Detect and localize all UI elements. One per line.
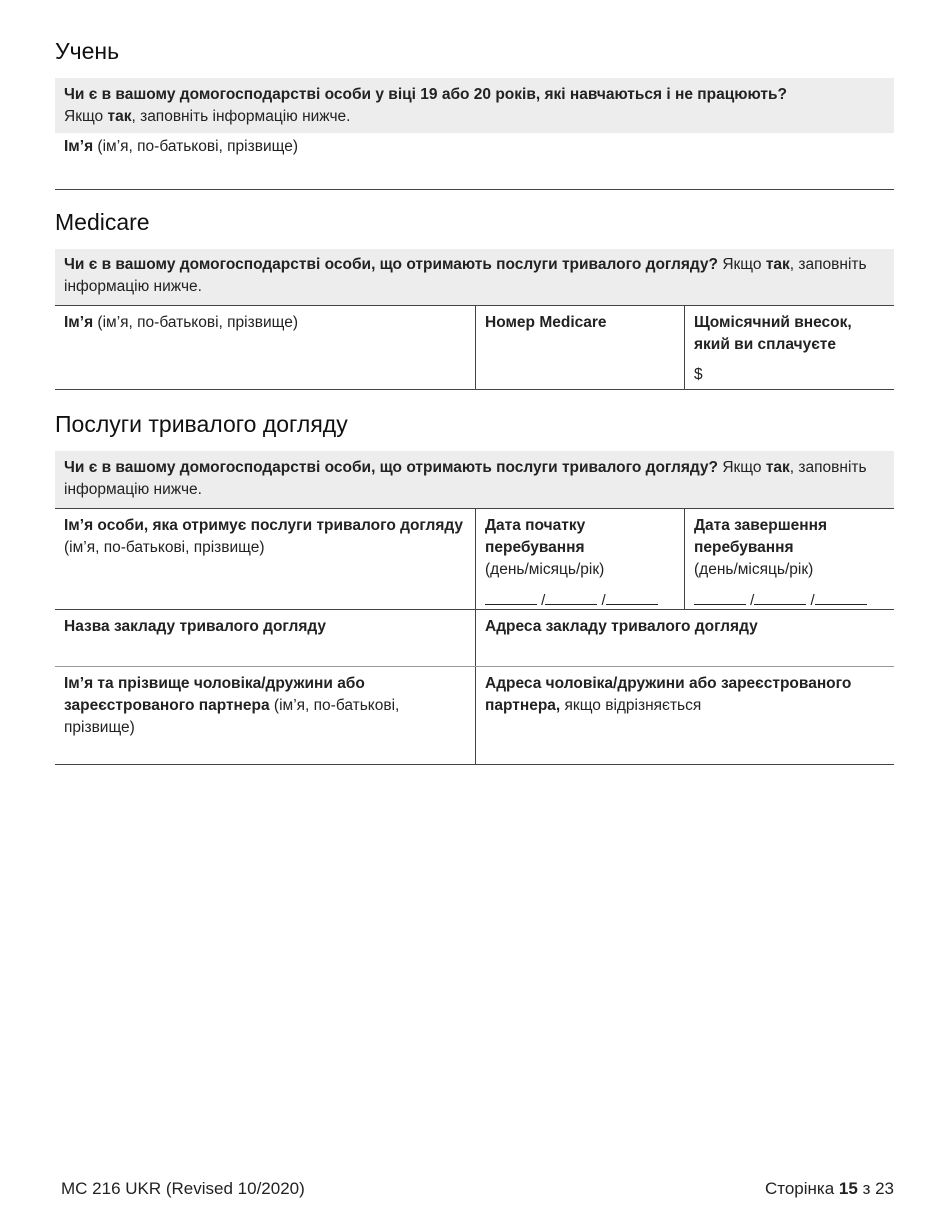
ltc-end-date-inputs[interactable]	[694, 590, 885, 612]
ltc-spouse-name-field[interactable]	[55, 667, 475, 764]
start-sep-2: /	[601, 592, 606, 609]
student-name-label: Ім’я	[64, 138, 94, 155]
ltc-person-hint: (ім’я, по-батькові, прізвище)	[64, 539, 265, 556]
medicare-row	[55, 305, 894, 390]
student-name-row	[55, 133, 894, 190]
ltc-question: Чи є в вашому домогосподарстві особи, що отримають послуги тривалого догляду?	[64, 459, 719, 476]
ltc-start-label: Дата початку перебування	[485, 517, 586, 556]
ltc-spouse-label: Ім’я та прізвище чоловіка/дружини або зареєстрованого партнера	[64, 675, 365, 714]
student-name-field[interactable]	[55, 133, 894, 189]
student-instruction-pre: Якщо	[64, 108, 108, 125]
medicare-premium-field[interactable]	[684, 306, 894, 389]
student-instruction-yes: так	[107, 108, 132, 125]
ltc-spouse-hint: (ім’я, по-батькові, прізвище)	[64, 697, 400, 736]
ltc-end-format: (день/місяць/рік)	[694, 561, 814, 578]
ltc-facility-address-field[interactable]	[475, 610, 894, 666]
page-number	[765, 1179, 894, 1199]
end-sep-2: /	[810, 592, 815, 609]
ltc-start-date-field[interactable]	[475, 509, 684, 609]
ltc-instruction-yes: так	[765, 459, 790, 476]
medicare-name-field[interactable]	[55, 306, 475, 389]
ltc-facility-name-label: Назва закладу тривалого догляду	[64, 618, 327, 635]
ltc-person-name-field[interactable]	[55, 509, 475, 609]
ltc-instruction-post: , заповніть інформацію нижче.	[64, 459, 867, 498]
student-heading: Учень	[55, 38, 120, 64]
end-day-blank[interactable]	[694, 593, 746, 605]
medicare-premium-label: Щомісячний внесок, який ви сплачуєте	[694, 314, 852, 353]
start-day-blank[interactable]	[485, 593, 537, 605]
ltc-end-date-field[interactable]	[684, 509, 894, 609]
ltc-spouse-row	[55, 667, 894, 765]
ltc-person-row	[55, 508, 894, 610]
end-month-blank[interactable]	[754, 593, 806, 605]
ltc-facility-name-field[interactable]	[55, 610, 475, 666]
start-sep-1: /	[541, 592, 546, 609]
medicare-number-label: Номер Medicare	[485, 314, 607, 331]
student-name-hint: (ім’я, по-батькові, прізвище)	[93, 138, 298, 155]
medicare-instruction-yes: так	[765, 256, 790, 273]
student-instruction-post: , заповніть інформацію нижче.	[131, 108, 351, 125]
end-sep-1: /	[750, 592, 755, 609]
ltc-spouse-address-hint: якщо відрізняється	[560, 697, 702, 714]
end-year-blank[interactable]	[815, 593, 867, 605]
currency-symbol: $	[694, 366, 703, 383]
ltc-end-label: Дата завершення перебування	[694, 517, 828, 556]
student-question-band	[55, 78, 894, 133]
ltc-start-format: (день/місяць/рік)	[485, 561, 605, 578]
medicare-number-field[interactable]	[475, 306, 684, 389]
ltc-heading: Послуги тривалого догляду	[55, 411, 348, 437]
ltc-facility-address-label: Адреса закладу тривалого догляду	[485, 618, 758, 635]
medicare-question: Чи є в вашому домогосподарстві особи, що отримають послуги тривалого догляду?	[64, 256, 719, 273]
page-current: 15	[838, 1179, 858, 1198]
medicare-instruction-post: , заповніть інформацію нижче.	[64, 256, 867, 295]
start-year-blank[interactable]	[606, 593, 658, 605]
medicare-question-band	[55, 249, 894, 305]
ltc-spouse-address-field[interactable]	[475, 667, 894, 764]
medicare-heading: Medicare	[55, 209, 150, 235]
start-month-blank[interactable]	[545, 593, 597, 605]
page-pre: Сторінка	[764, 1179, 839, 1198]
ltc-person-label: Ім’я особи, яка отримує послуги тривалого догляду	[64, 517, 464, 534]
medicare-name-label: Ім’я	[64, 314, 94, 331]
medicare-name-hint: (ім’я, по-батькові, прізвище)	[93, 314, 298, 331]
form-id: MC 216 UKR (Revised 10/2020)	[61, 1179, 305, 1198]
ltc-facility-row	[55, 610, 894, 667]
ltc-instruction-pre: Якщо	[718, 459, 766, 476]
medicare-instruction-pre: Якщо	[718, 256, 766, 273]
page-post: з 23	[857, 1179, 894, 1198]
ltc-spouse-address-label: Адреса чоловіка/дружини або зареєстрованого партнера,	[485, 675, 852, 714]
ltc-question-band	[55, 451, 894, 508]
student-question: Чи є в вашому домогосподарстві особи у віці 19 або 20 років, які навчаються і не працюють?	[64, 86, 787, 103]
ltc-start-date-inputs[interactable]	[485, 590, 675, 612]
